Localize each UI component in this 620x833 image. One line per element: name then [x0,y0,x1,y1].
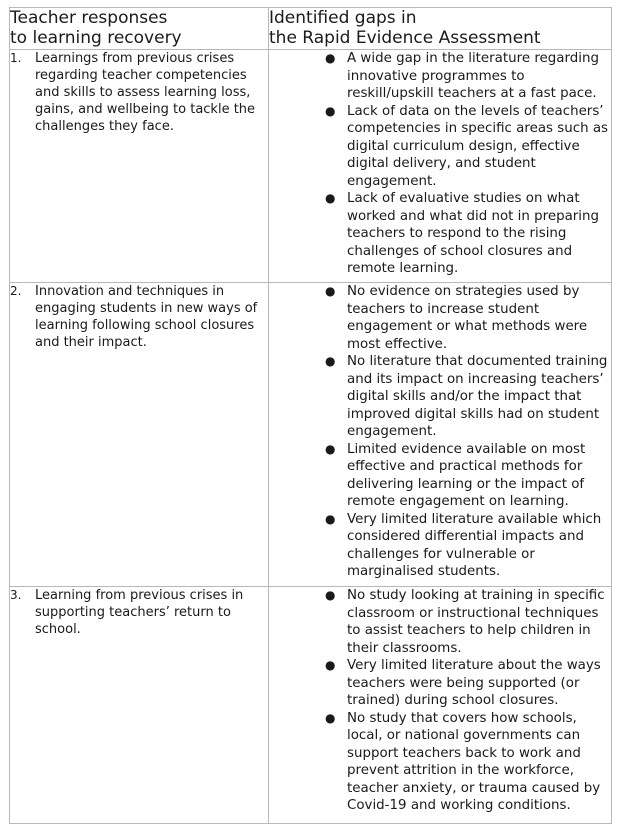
bullet-icon: ● [325,103,336,118]
header-line: to learning recovery [10,28,182,48]
header-identified-gaps [269,8,612,50]
list-item [269,710,611,815]
bullet-icon: ● [325,191,336,205]
header-line: the Rapid Evidence Assessment [269,28,541,48]
list-item [269,103,611,191]
bullet-icon: ● [325,588,336,602]
bullet-icon: ● [325,710,336,725]
bullet-icon: ● [325,284,336,298]
bullet-icon: ● [325,441,336,456]
row-number: 1. [10,51,22,65]
list-item [269,657,611,710]
bullet-icon: ● [325,51,336,65]
gap-text: Lack of data on the levels of teachers’ competencies in specific areas such as digital curriculum design, effective digital delivery, and student engagement. [347,103,609,189]
table-header-row [10,8,612,50]
gaps-cell [269,587,612,824]
gaps-list [269,50,611,278]
list-item [269,441,611,511]
gaps-list [269,283,611,581]
list-item [269,283,611,353]
gap-text: A wide gap in the literature regarding innovative programmes to reskill/upskill teachers at a fast pace. [347,51,599,101]
gaps-cell [269,50,612,283]
header-line: Identified gaps in [269,8,417,28]
table-row [10,283,612,587]
list-item [269,50,611,103]
response-cell [10,283,269,587]
table-row [10,50,612,283]
bullet-icon: ● [325,354,336,368]
response-cell [10,50,269,283]
table-row [10,587,612,824]
gap-text: No study looking at training in specific classroom or instructional techniques to assist teachers to help children in their classrooms. [347,588,605,656]
gaps-table [9,7,612,824]
header-teacher-responses [10,8,269,50]
gaps-list [269,587,611,815]
gaps-cell [269,283,612,587]
list-item [269,587,611,657]
bullet-icon: ● [325,658,336,672]
row-number: 3. [10,588,22,602]
gap-text: Very limited literature available which considered differential impacts and challenges for vulnerable or marginalised students. [347,511,602,579]
gap-text: Lack of evaluative studies on what worked and what did not in preparing teachers to respond to the rising challenges of school closures and remote learning. [347,191,600,276]
gap-text: No evidence on strategies used by teachers to increase student engagement or what methods were most effective. [347,284,588,352]
list-item [269,511,611,581]
response-text: Learnings from previous crises regarding teacher competencies and skills to assess learning loss, gains, and wellbeing to tackle the challenges they face. [35,51,256,134]
gap-text: No study that covers how schools, local, or national governments can support teachers back to work and prevent attrition in the workforce, teacher anxiety, or trauma caused by Covid-19 and working conditions. [347,710,601,813]
list-item [269,190,611,278]
response-text: Learning from previous crises in supporting teachers’ return to school. [35,588,244,637]
list-item [269,353,611,441]
gap-text: Very limited literature about the ways teachers were being supported (or trained) during school closures. [347,658,601,708]
bullet-icon: ● [325,511,336,526]
gap-text: No literature that documented training and its impact on increasing teachers’ digital skills and/or the impact that improved digital skills had on student engagement. [347,354,608,439]
response-text: Innovation and techniques in engaging students in new ways of learning following school closures and their impact. [35,284,258,350]
row-number: 2. [10,284,22,298]
response-cell [10,587,269,824]
gap-text: Limited evidence available on most effective and practical methods for delivering learning or the impact of remote engagement on learning. [347,441,586,509]
header-line: Teacher responses [10,8,168,28]
